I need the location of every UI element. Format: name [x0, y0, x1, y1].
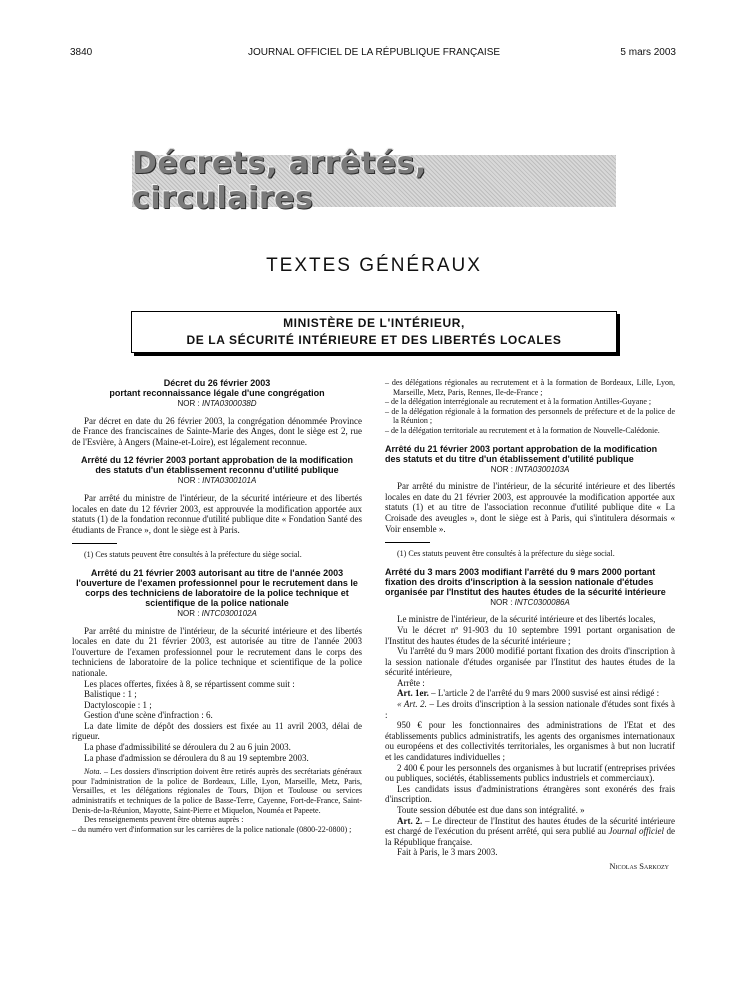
arrete3-f3: Les candidats issus d'administrations étrangères sont exonérés des frais d'inscription. [385, 783, 675, 805]
arrete12-nor: NOR : INTA0300101A [177, 476, 257, 486]
arrete3-f1: 950 € pour les fonctionnaires des administrations de l'Etat et des établissements publics administratifs, les agents des organismes internationaux ou européens et des collectivités territoriales, les organismes à but non lucratif et les candidatures individuelles ; [385, 720, 675, 763]
arrete3-art2-quoted: « Art. 2. – Les droits d'inscription à la session nationale d'études sont fixés à : [385, 699, 675, 720]
arrete21-d1: – du numéro vert d'information sur les carrières de la police nationale (0800-22-0800) ; [72, 824, 352, 834]
arrete21-p4: La phase d'admissibilité se déroulera du 2 au 6 juin 2003. [84, 742, 291, 753]
arrete12-title: Arrêté du 12 février 2003 portant approbation de la modification des statuts d'un établissement reconnu d'utilité publique [80, 455, 354, 476]
issue-date: 5 mars 2003 [620, 47, 676, 58]
arrete21-p3: La date limite de dépôt des dossiers est fixée au 11 avril 2003, délai de rigueur. [72, 720, 362, 742]
arrete3-arrete: Arrête : [397, 677, 425, 688]
page-number: 3840 [70, 47, 93, 58]
decret-title: Décret du 26 février 2003 portant reconnaissance légale d'une congrégation [109, 378, 325, 398]
footnote-rule [72, 543, 117, 544]
footnote-rule-2 [385, 542, 430, 543]
arrete21b-body: Par arrêté du ministre de l'intérieur, de la sécurité intérieure et des libertés locales en date du 21 février 2003, est approuvée la modification apportée aux statuts (1) et au titre de l'association reconnue d'utilité publique dite « La Croisade des aveugles », dont le siège est à Paris, qui s'intitulera désormais « Voir ensemble ». [385, 481, 675, 534]
arrete21-l3: Gestion d'une scène d'infraction : 6. [84, 710, 213, 721]
cont-d3: – de la délégation interrégionale au recrutement et à la formation Antilles-Guyane ; [385, 397, 652, 407]
arrete12-body: Par arrêté du ministre de l'intérieur, de la sécurité intérieure et des libertés locales en date du 12 février 2003, est approuvée la modification apportée aux statuts (1) de la fondation reconnue d'utilité publique dite « Fondation Santé des étudiants de France », dont le siège est à Paris. [72, 492, 362, 535]
ministry-line1: MINISTÈRE DE L'INTÉRIEUR, [283, 316, 465, 330]
signature: Nicolas Sarkozy [609, 860, 669, 871]
arrete3-f2: 2 400 € pour les personnels des organismes à but lucratif (entreprises privées ou publiques, sociétés, établissements publics industriels et commerciaux). [385, 762, 675, 784]
banner-text: Décrets, arrêtés, circulaires [132, 146, 427, 216]
arrete3-title: Arrêté du 3 mars 2003 modifiant l'arrêté du 9 mars 2000 portant fixation des droits d'inscription à la session nationale d'études organisée par l'Institut des hautes études de la sécurité intérieure [385, 566, 666, 597]
arrete3-nor: NOR : INTC0300086A [490, 597, 570, 607]
arrete21-renseignements: Des renseignements peuvent être obtenus auprès : [84, 815, 244, 825]
arrete21-p2: Les places offertes, fixées à 8, se répartissent comme suit : [84, 678, 295, 689]
arrete3-p2: Vu le décret nº 91-903 du 10 septembre 1991 portant organisation de l'Institut des hautes études de la sécurité intérieure ; [385, 624, 675, 646]
arrete3-art1: Art. 1er. – L'article 2 de l'arrêté du 9 mars 2000 susvisé est ainsi rédigé : [397, 688, 660, 699]
arrete21b-footnote: (1) Ces statuts peuvent être consultés à la préfecture du siège social. [397, 549, 615, 559]
arrete21-nota: Nota. – Les dossiers d'inscription doivent être retirés auprès des secrétariats généraux pour l'administration de la police de Bordeaux, Lille, Lyon, Marseille, Metz, Paris, Versailles, et les délégations régionales de Tours, Dijon et Toulouse ou services administratifs et techniques de la police de Basse-Terre, Cayenne, Fort-de-France, Saint-Denis-de-la-Réunion, Mayotte, Saint-Pierre et Miquelon, Nouméa et Papeete. [72, 767, 362, 815]
arrete21-p5: La phase d'admission se déroulera du 8 au 19 septembre 2003. [84, 752, 309, 763]
arrete3-f4: Toute session débutée est due dans son intégralité. » [397, 805, 585, 815]
ministry-line2: DE LA SÉCURITÉ INTÉRIEURE ET DES LIBERTÉS LOCALES [186, 333, 562, 347]
arrete3-p1: Le ministre de l'intérieur, de la sécurité intérieure et des libertés locales, [397, 614, 656, 625]
decret-body: Par décret en date du 26 février 2003, la congrégation dénommée Province de France des franciscaines de Sainte-Marie des Anges, dont le siège est 2, rue de l'Esvière, à Angers (Maine-et-Loire), est légalement reconnue. [72, 415, 362, 447]
arrete21-title: Arrêté du 21 février 2003 autorisant au titre de l'année 2003 l'ouverture de l'examen professionnel pour le recrutement dans le corps des techniciens de laboratoire de la police technique et scientifique de la police nationale [76, 567, 358, 608]
arrete21b-nor: NOR : INTA0300103A [490, 464, 570, 474]
ministry-box [131, 311, 617, 353]
arrete21-nor: NOR : INTC0300102A [177, 608, 257, 618]
arrete3-art2: Art. 2. – Le directeur de l'Institut des hautes études de la sécurité intérieure est chargé de l'exécution du présent arrêté, qui sera publié au Journal officiel de la République française. [385, 815, 675, 847]
section-title: TEXTES GÉNÉRAUX [266, 255, 482, 276]
arrete21b-title: Arrêté du 21 février 2003 portant approbation de la modification des statuts et du titre d'un établissement d'utilité publique [385, 443, 658, 464]
arrete3-p3: Vu l'arrêté du 9 mars 2000 modifié portant fixation des droits d'inscription à la session nationale d'études organisée par l'Institut des hautes études de la sécurité intérieure, [385, 646, 675, 678]
decret-nor: NOR : INTA0300038D [177, 399, 257, 408]
arrete21-l2: Dactyloscopie : 1 ; [84, 699, 152, 710]
cont-d4: – de la délégation régionale à la formation des personnels de préfecture et de la police de la Réunion ; [385, 406, 675, 426]
cont-d2: – des délégations régionales au recrutement et à la formation de Bordeaux, Lille, Lyon, Marseille, Metz, Paris, Rennes, Ile-de-France ; [385, 378, 675, 397]
arrete3-fait: Fait à Paris, le 3 mars 2003. [397, 847, 498, 858]
arrete12-footnote: (1) Ces statuts peuvent être consultés à la préfecture du siège social. [84, 550, 302, 560]
cont-d5: – de la délégation territoriale au recrutement et à la formation de Nouvelle-Calédonie. [385, 425, 660, 435]
journal-title: JOURNAL OFFICIEL DE LA RÉPUBLIQUE FRANÇAISE [247, 47, 501, 58]
section-banner [132, 146, 616, 216]
arrete21-l1: Balistique : 1 ; [84, 689, 137, 700]
left-column [72, 378, 362, 834]
arrete21-p1: Par arrêté du ministre de l'intérieur, de la sécurité intérieure et des libertés locales en date du 21 février 2003, est autorisée au titre de l'année 2003 l'ouverture de l'examen professionnel pour le recrutement dans le corps des techniciens de laboratoire de la police technique et scientifique de la police nationale. [72, 625, 362, 678]
right-column [385, 378, 675, 872]
